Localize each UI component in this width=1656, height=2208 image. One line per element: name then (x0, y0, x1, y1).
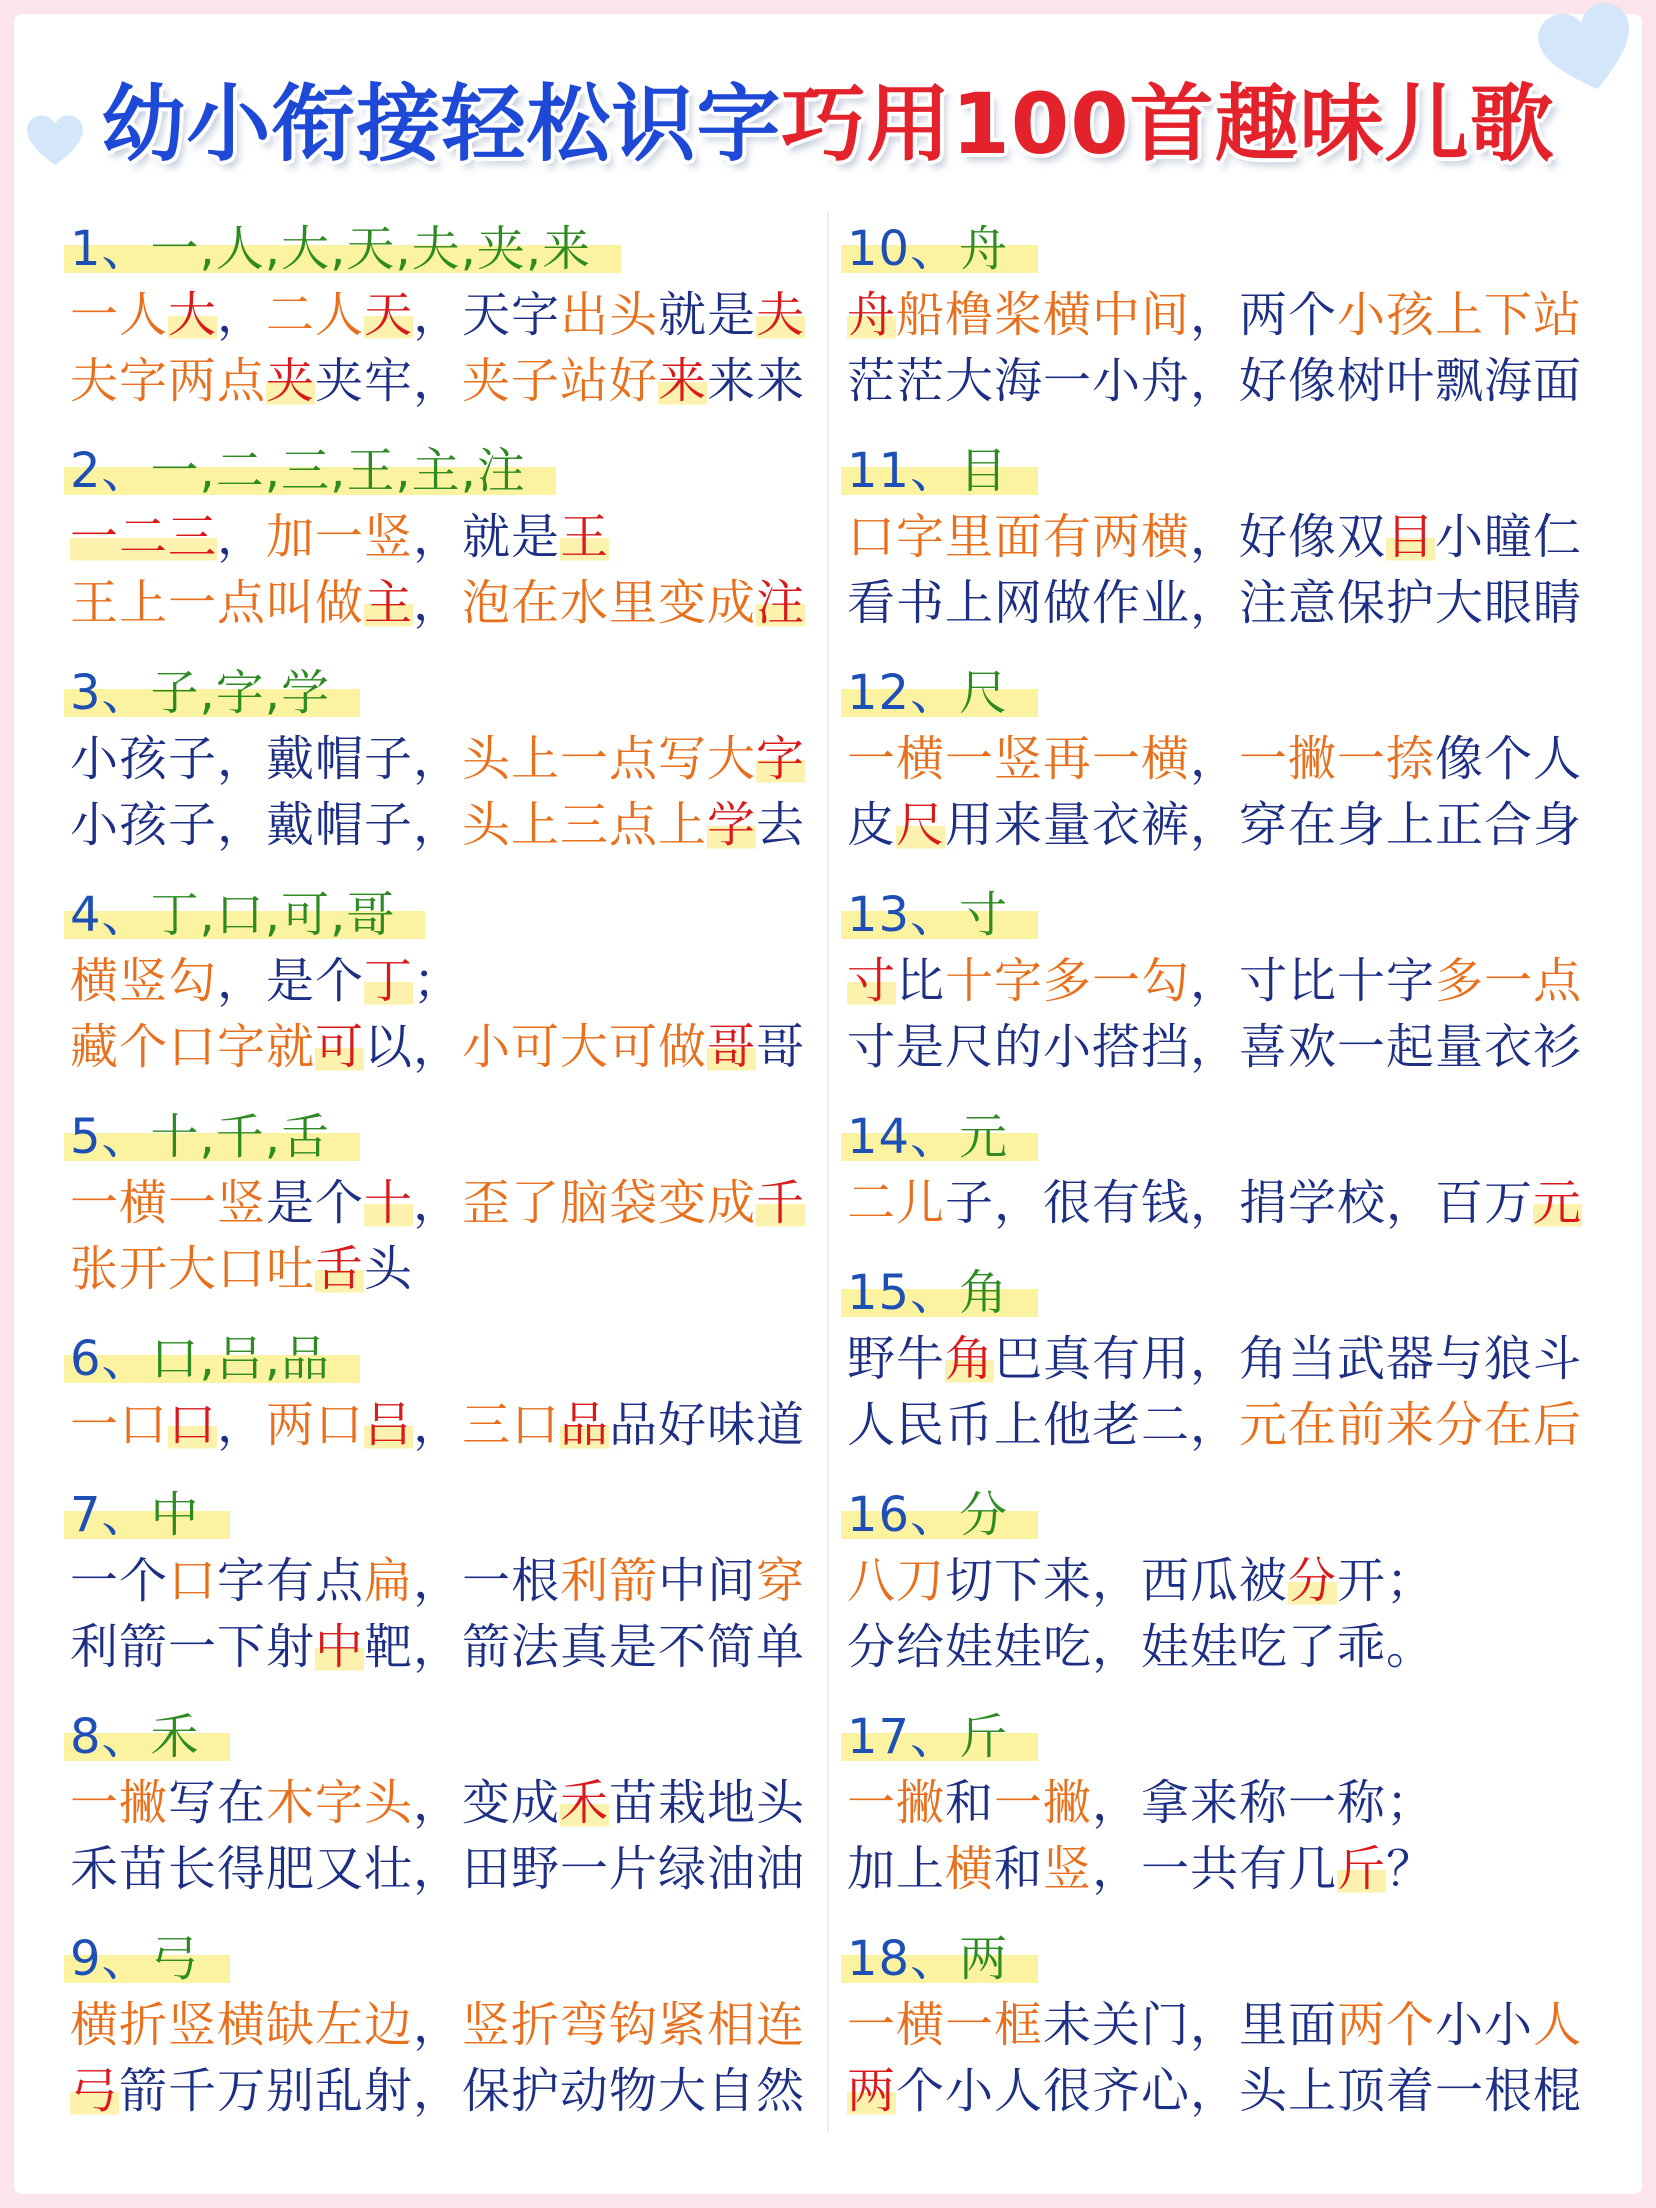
entry-header (847, 1482, 1589, 1548)
rhyme-entry (70, 1926, 812, 2124)
entry-header (847, 882, 1589, 948)
entry-characters: 口,吕,品 (150, 1331, 331, 1387)
rhyme-line (847, 1170, 1589, 1236)
key-character: 大 (168, 287, 218, 343)
key-character: 夹 (266, 353, 316, 409)
left-column (70, 216, 812, 2148)
text-segment: ，两个 (1190, 287, 1338, 343)
rhyme-line (70, 1548, 812, 1614)
text-segment: 竖 (1043, 1841, 1093, 1897)
key-character: 吕 (364, 1397, 414, 1453)
entry-number: 13、 (847, 887, 960, 943)
key-character: 斤 (1337, 1841, 1387, 1897)
text-segment: ， (413, 575, 463, 631)
key-character: 哥 (707, 1019, 757, 1075)
key-character: 学 (707, 797, 757, 853)
text-segment: 船橹桨横中间 (896, 287, 1191, 343)
rhyme-line (70, 2058, 812, 2124)
entry-number: 18、 (847, 1931, 960, 1987)
text-segment: 个小人很齐心，头上顶着一根棍 (896, 2063, 1583, 2119)
key-character: 两 (847, 2063, 897, 2119)
header-highlight (841, 1482, 1038, 1548)
text-segment: 茫茫大海一小舟，好像树叶飘海面 (847, 353, 1583, 409)
rhyme-line (70, 1614, 812, 1680)
entry-number: 1、 (70, 221, 151, 277)
entry-characters: 禾 (150, 1709, 200, 1765)
text-segment: ， (413, 1997, 463, 2053)
key-character: 目 (1386, 509, 1436, 565)
entry-characters: 一,二,三,王,主,注 (150, 443, 526, 499)
rhyme-line (847, 348, 1589, 414)
key-character: 中 (315, 1619, 365, 1675)
rhyme-line (70, 1170, 812, 1236)
text-segment: ， (1190, 731, 1240, 787)
text-segment: 两个 (1337, 1997, 1436, 2053)
text-segment: 夹子站好 (462, 353, 659, 409)
text-segment: ， (413, 1175, 463, 1231)
entry-number: 12、 (847, 665, 960, 721)
text-segment: 一撇一捺 (1239, 731, 1436, 787)
key-character: 丁 (364, 953, 414, 1009)
rhyme-entry (847, 1926, 1589, 2124)
rhyme-entry (847, 882, 1589, 1080)
rhyme-line (70, 1836, 812, 1902)
header-highlight (64, 438, 556, 504)
entry-header (847, 1104, 1589, 1170)
header-highlight (64, 882, 425, 948)
rhyme-line (847, 504, 1589, 570)
rhyme-entry (847, 1260, 1589, 1458)
text-segment: 加一竖 (266, 509, 414, 565)
text-segment: 小孩子，戴帽子， (70, 731, 463, 787)
header-highlight (841, 882, 1038, 948)
text-segment: 和 (994, 1841, 1044, 1897)
text-segment: 横折竖横缺左边 (70, 1997, 414, 2053)
entry-header (70, 1326, 812, 1392)
header-highlight (841, 1704, 1038, 1770)
rhyme-entry (847, 1482, 1589, 1680)
title-part-blue: 幼小衔接轻松识字 (101, 75, 782, 173)
text-segment: 多一点 (1435, 953, 1583, 1009)
text-segment: 三口 (462, 1397, 561, 1453)
text-segment: 一个 (70, 1553, 169, 1609)
rhyme-line (70, 504, 812, 570)
rhyme-line (847, 1614, 1589, 1680)
text-segment: 人 (1533, 1997, 1583, 2053)
entry-characters: 中 (150, 1487, 200, 1543)
header-highlight (64, 1926, 230, 1992)
text-segment: ； (413, 953, 463, 1009)
text-segment: 就是 (658, 287, 757, 343)
key-character: 元 (1533, 1175, 1583, 1231)
key-character: 舟 (847, 287, 897, 343)
text-segment: 一撇 (994, 1775, 1093, 1831)
rhyme-entry (847, 438, 1589, 636)
text-segment: 人民币上他老二， (847, 1397, 1240, 1453)
column-divider (827, 212, 829, 2132)
text-segment: 和 (945, 1775, 995, 1831)
text-segment: 口 (168, 1553, 218, 1609)
entry-characters: 十,千,舌 (150, 1109, 331, 1165)
text-segment: 王上一点叫做 (70, 575, 365, 631)
entry-characters: 弓 (150, 1931, 200, 1987)
text-segment: 头上一点写大 (462, 731, 757, 787)
text-segment: 写在 (168, 1775, 267, 1831)
text-segment: 出头 (560, 287, 659, 343)
header-highlight (64, 1482, 230, 1548)
entry-number: 2、 (70, 443, 151, 499)
key-character: 禾 (560, 1775, 610, 1831)
text-segment: 木字头 (266, 1775, 414, 1831)
text-segment: 一撇 (847, 1775, 946, 1831)
text-segment: 用来量衣裤，穿在身上正合身 (945, 797, 1583, 853)
rhyme-line (70, 792, 812, 858)
entry-header (847, 438, 1589, 504)
text-segment: ，一共有几 (1092, 1841, 1338, 1897)
entry-number: 5、 (70, 1109, 151, 1165)
entry-characters: 丁,口,可,哥 (150, 887, 396, 943)
rhyme-line (847, 792, 1589, 858)
text-segment: 竖折弯钩紧相连 (462, 1997, 806, 2053)
text-segment: ， (217, 1397, 267, 1453)
header-highlight (841, 216, 1038, 282)
text-segment: ，好像双 (1190, 509, 1387, 565)
text-segment: 歪了脑袋变成 (462, 1175, 757, 1231)
entry-number: 17、 (847, 1709, 960, 1765)
entry-header (847, 660, 1589, 726)
text-segment: 加上 (847, 1841, 946, 1897)
text-segment: 来来 (707, 353, 806, 409)
text-segment: 口字里面有两横 (847, 509, 1191, 565)
rhyme-entry (70, 438, 812, 636)
header-highlight (841, 438, 1038, 504)
key-character: 弓 (70, 2063, 120, 2119)
text-segment: ，天字 (413, 287, 561, 343)
text-segment: 一横一竖 (70, 1175, 267, 1231)
text-segment: 利箭 (560, 1553, 659, 1609)
key-character: 天 (364, 287, 414, 343)
text-segment: 一横一竖再一横 (847, 731, 1191, 787)
text-segment: 寸是尺的小搭挡，喜欢一起量衣衫 (847, 1019, 1583, 1075)
text-segment: 夫字两点 (70, 353, 267, 409)
text-segment: 中间 (658, 1553, 757, 1609)
entry-number: 15、 (847, 1265, 960, 1321)
rhyme-line (70, 570, 812, 636)
text-segment: 扁 (364, 1553, 414, 1609)
text-segment: 头 (364, 1241, 414, 1297)
text-segment: 夹牢， (315, 353, 463, 409)
key-character: 品 (560, 1397, 610, 1453)
key-character: 寸 (847, 953, 897, 1009)
entry-header (70, 882, 812, 948)
entry-header (70, 1704, 812, 1770)
text-segment: 小孩子，戴帽子， (70, 797, 463, 853)
entry-characters: 子,字,学 (150, 665, 331, 721)
rhyme-entry (70, 1704, 812, 1902)
key-character: 千 (756, 1175, 806, 1231)
rhyme-entry (70, 660, 812, 858)
rhyme-line (70, 1770, 812, 1836)
rhyme-line (847, 282, 1589, 348)
page-title (0, 70, 1656, 178)
key-character: 主 (364, 575, 414, 631)
text-segment: 一撇 (70, 1775, 169, 1831)
rhyme-line (847, 948, 1589, 1014)
key-character: 王 (560, 509, 610, 565)
text-segment: 横竖勾 (70, 953, 218, 1009)
key-character: 舌 (315, 1241, 365, 1297)
rhyme-line (847, 2058, 1589, 2124)
rhyme-line (847, 570, 1589, 636)
entry-number: 9、 (70, 1931, 151, 1987)
text-segment: 泡在水里变成 (462, 575, 757, 631)
text-segment: 藏个口字就 (70, 1019, 316, 1075)
key-character: 一二三 (70, 509, 218, 565)
key-character: 十 (364, 1175, 414, 1231)
key-character: 夫 (756, 287, 806, 343)
header-highlight (64, 660, 360, 726)
entry-number: 7、 (70, 1487, 151, 1543)
entry-header (70, 438, 812, 504)
entry-characters: 元 (959, 1109, 1009, 1165)
text-segment: 小孩上下站 (1337, 287, 1583, 343)
text-segment: 一人 (70, 287, 169, 343)
entry-characters: 角 (959, 1265, 1009, 1321)
header-highlight (64, 1104, 360, 1170)
text-segment: 禾苗长得肥又壮，田野一片绿油油 (70, 1841, 806, 1897)
rhyme-entry (847, 216, 1589, 414)
entry-header (70, 1104, 812, 1170)
header-highlight (841, 1260, 1038, 1326)
entry-number: 11、 (847, 443, 960, 499)
text-segment: 二儿 (847, 1175, 946, 1231)
entry-header (70, 1926, 812, 1992)
title-part-red: 巧用100首趣味儿歌 (781, 75, 1555, 173)
entry-number: 3、 (70, 665, 151, 721)
rhyme-line (70, 1992, 812, 2058)
rhyme-line (70, 348, 812, 414)
entry-header (847, 216, 1589, 282)
key-character: 分 (1288, 1553, 1338, 1609)
header-highlight (841, 1926, 1038, 1992)
key-character: 来 (658, 353, 708, 409)
entry-number: 16、 (847, 1487, 960, 1543)
entry-header (847, 1260, 1589, 1326)
header-highlight (64, 1704, 230, 1770)
rhyme-entry (70, 216, 812, 414)
entry-number: 8、 (70, 1709, 151, 1765)
text-segment: 元在前来分在后 (1239, 1397, 1583, 1453)
rhyme-entry (70, 1104, 812, 1302)
entry-number: 10、 (847, 221, 960, 277)
key-character: 注 (756, 575, 806, 631)
text-segment: 八刀 (847, 1553, 946, 1609)
text-segment: 苗栽地头 (609, 1775, 806, 1831)
text-segment: 比 (896, 953, 946, 1009)
rhyme-line (70, 1236, 812, 1302)
text-segment: 靶，箭法真是不简单 (364, 1619, 806, 1675)
text-segment: 字有点 (217, 1553, 365, 1609)
entry-header (70, 216, 812, 282)
entry-header (70, 1482, 812, 1548)
header-highlight (841, 660, 1038, 726)
rhyme-entry (70, 882, 812, 1080)
text-segment: 两口 (266, 1397, 365, 1453)
entry-characters: 两 (959, 1931, 1009, 1987)
text-segment: ，是个 (217, 953, 365, 1009)
entry-characters: 尺 (959, 665, 1009, 721)
text-segment: ， (413, 1397, 463, 1453)
text-segment: 未关门，里面 (1043, 1997, 1338, 2053)
text-segment: 像个人 (1435, 731, 1583, 787)
key-character: 可 (315, 1019, 365, 1075)
entry-characters: 目 (959, 443, 1009, 499)
text-segment: 哥 (756, 1019, 806, 1075)
rhyme-line (847, 1770, 1589, 1836)
text-segment: ，拿来称一称； (1092, 1775, 1436, 1831)
text-segment: 子，很有钱，捐学校，百万 (945, 1175, 1534, 1231)
rhyme-entry (847, 660, 1589, 858)
entry-header (847, 1926, 1589, 1992)
rhyme-line (847, 1992, 1589, 2058)
text-segment: 张开大口吐 (70, 1241, 316, 1297)
text-segment: ，就是 (413, 509, 561, 565)
key-character: 口 (168, 1397, 218, 1453)
rhyme-line (847, 1326, 1589, 1392)
text-segment: 看书上网做作业，注意保护大眼睛 (847, 575, 1583, 631)
text-segment: 切下来，西瓜被 (945, 1553, 1289, 1609)
entry-number: 14、 (847, 1109, 960, 1165)
text-segment: 小瞳仁 (1435, 509, 1583, 565)
text-segment: 品好味道 (609, 1397, 806, 1453)
text-segment: 一横一框 (847, 1997, 1044, 2053)
rhyme-line (70, 726, 812, 792)
text-segment: 箭千万别乱射，保护动物大自然 (119, 2063, 806, 2119)
rhyme-line (70, 1392, 812, 1458)
rhyme-entry (70, 1482, 812, 1680)
entry-header (70, 660, 812, 726)
text-segment: 分给娃娃吃，娃娃吃了乖。 (847, 1619, 1436, 1675)
text-segment: 以， (364, 1019, 463, 1075)
header-highlight (841, 1104, 1038, 1170)
text-segment: 横 (945, 1841, 995, 1897)
entry-characters: 舟 (959, 221, 1009, 277)
text-segment: 二人 (266, 287, 365, 343)
text-segment: ，一根 (413, 1553, 561, 1609)
key-character: 字 (756, 731, 806, 787)
rhyme-line (70, 282, 812, 348)
text-segment: 小可大可做 (462, 1019, 708, 1075)
entry-characters: 寸 (959, 887, 1009, 943)
text-segment: 皮 (847, 797, 897, 853)
text-segment: ，变成 (413, 1775, 561, 1831)
key-character: 角 (945, 1331, 995, 1387)
text-segment: 小小 (1435, 1997, 1534, 2053)
right-column (847, 216, 1589, 2148)
entry-characters: 分 (959, 1487, 1009, 1543)
rhyme-entry (70, 1326, 812, 1458)
text-segment: ，寸比十字 (1190, 953, 1436, 1009)
text-segment: 巴真有用，角当武器与狼斗 (994, 1331, 1583, 1387)
rhyme-line (847, 1836, 1589, 1902)
entry-number: 4、 (70, 887, 151, 943)
rhyme-line (70, 948, 812, 1014)
text-segment: 十字多一勾 (945, 953, 1191, 1009)
text-segment: 一口 (70, 1397, 169, 1453)
rhyme-entry (847, 1704, 1589, 1902)
rhyme-line (847, 1392, 1589, 1458)
text-segment: 开； (1337, 1553, 1436, 1609)
text-segment: 利箭一下射 (70, 1619, 316, 1675)
text-segment: 野牛 (847, 1331, 946, 1387)
header-highlight (64, 216, 621, 282)
key-character: 尺 (896, 797, 946, 853)
text-segment: ， (217, 509, 267, 565)
text-segment: 头上三点上 (462, 797, 708, 853)
text-segment: 穿 (756, 1553, 806, 1609)
entry-characters: 一,人,大,天,夫,夹,来 (150, 221, 592, 277)
text-segment: 去 (756, 797, 806, 853)
text-segment: ？ (1386, 1841, 1436, 1897)
rhyme-line (847, 726, 1589, 792)
text-segment: ， (217, 287, 267, 343)
entry-header (847, 1704, 1589, 1770)
rhyme-line (847, 1548, 1589, 1614)
entry-number: 6、 (70, 1331, 151, 1387)
header-highlight (64, 1326, 360, 1392)
rhyme-line (847, 1014, 1589, 1080)
rhyme-entry (847, 1104, 1589, 1236)
rhyme-line (70, 1014, 812, 1080)
entry-characters: 斤 (959, 1709, 1009, 1765)
text-segment: 是个 (266, 1175, 365, 1231)
